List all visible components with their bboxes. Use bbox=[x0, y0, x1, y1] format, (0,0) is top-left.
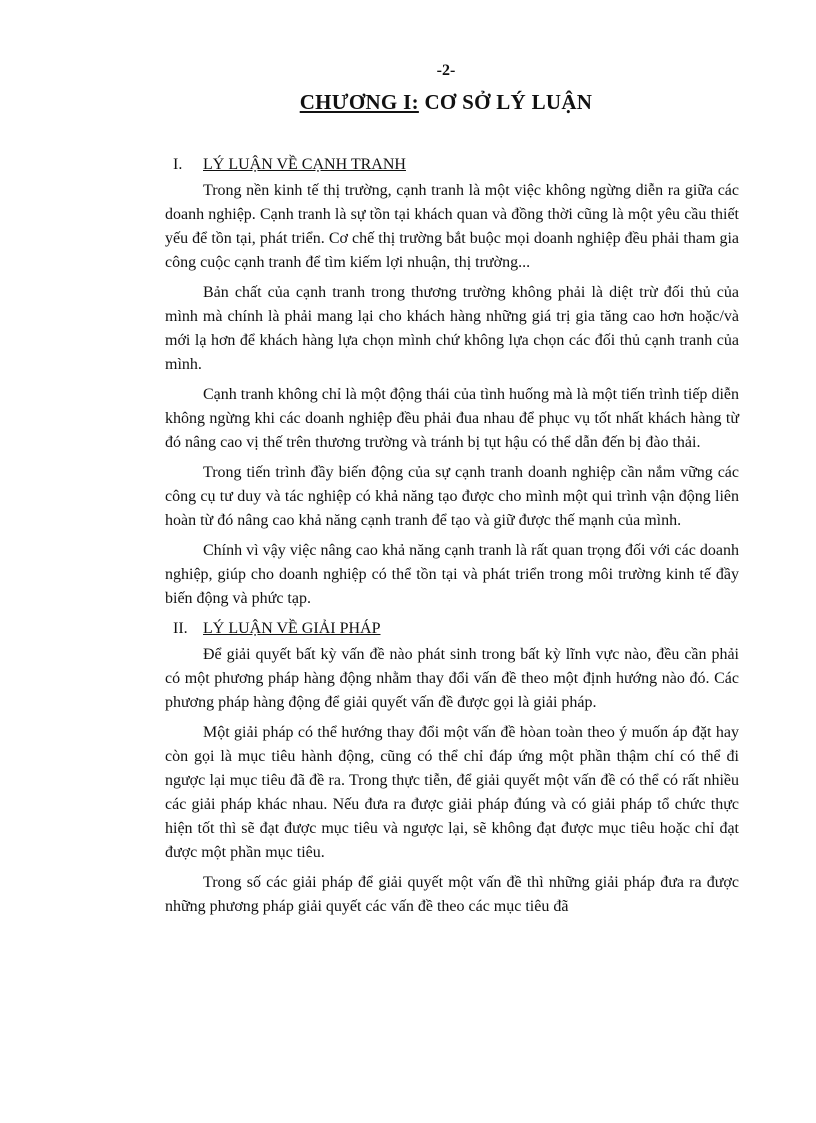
chapter-name: CƠ SỞ LÝ LUẬN bbox=[424, 90, 593, 114]
paragraph: Trong số các giải pháp để giải quyết một vấn đề thì những giải pháp đưa ra được những phương pháp giải quyết các vấn đề theo các mục tiêu đã bbox=[165, 874, 739, 915]
paragraph: Trong tiến trình đầy biến động của sự cạnh tranh doanh nghiệp cần nắm vững các công cụ tư duy và tác nghiệp có khả năng tạo được cho mình một qui trình vận động liên hoàn từ đó nâng cao khả năng cạnh tranh để tạo và giữ được thế mạnh của mình. bbox=[165, 464, 739, 529]
chapter-label: CHƯƠNG I: bbox=[299, 90, 419, 114]
section-numeral: II. bbox=[173, 620, 188, 637]
chapter-content bbox=[165, 153, 739, 925]
paragraph: Cạnh tranh không chỉ là một động thái của tình huống mà là một tiến trình tiếp diễn không ngừng khi các doanh nghiệp đều phải đua nhau để phục vụ tốt nhất khách hàng từ đó nâng cao vị thế trên thương trường và tránh bị tụt hậu có thể dẫn đến bị đào thải. bbox=[165, 386, 739, 451]
page-number: -2- bbox=[436, 62, 456, 79]
section-heading-competition bbox=[173, 153, 739, 177]
section-title: LÝ LUẬN VỀ CẠNH TRANH bbox=[203, 156, 406, 173]
section-heading-solution bbox=[173, 617, 739, 641]
paragraph: Trong nền kinh tế thị trường, cạnh tranh là một việc không ngừng diễn ra giữa các doanh nghiệp. Cạnh tranh là sự tồn tại khách quan và đồng thời cũng là một yêu cầu thiết yếu để tồn tại, phát triển. Cơ chế thị trường bắt buộc mọi doanh nghiệp đều phải tham gia công cuộc cạnh tranh để tìm kiếm lợi nhuận, thị trường... bbox=[165, 182, 739, 271]
paragraph: Chính vì vậy việc nâng cao khả năng cạnh tranh là rất quan trọng đối với các doanh nghiệp, giúp cho doanh nghiệp có thể tồn tại và phát triển trong môi trường kinh tế đầy biến động và phức tạp. bbox=[165, 542, 739, 607]
paragraph: Để giải quyết bất kỳ vấn đề nào phát sinh trong bất kỳ lĩnh vực nào, đều cần phải có một phương pháp hàng động nhằm thay đổi vấn đề theo một định hướng nào đó. Các phương pháp hàng động để giải quyết vấn đề được gọi là giải pháp. bbox=[165, 646, 739, 711]
paragraph: Bản chất của cạnh tranh trong thương trường không phải là diệt trừ đối thủ của mình mà chính là phải mang lại cho khách hàng những giá trị gia tăng cao hơn hoặc/và mới lạ hơn để khách hàng lựa chọn mình chứ không lựa chọn các đối thủ cạnh tranh của mình. bbox=[165, 284, 739, 373]
paragraph: Một giải pháp có thể hướng thay đổi một vấn đề hòan toàn theo ý muốn áp đặt hay còn gọi là mục tiêu hành động, cũng có thể chỉ đáp ứng một phần thậm chí có thể đi ngược lại mục tiêu đã đề ra. Trong thực tiễn, để giải quyết một vấn đề có thể có rất nhiều các giải pháp khác nhau. Nếu đưa ra được giải pháp đúng và có giải pháp tổ chức thực hiện tốt thì sẽ đạt được mục tiêu và ngược lại, sẽ không đạt được mục tiêu hoặc chỉ đạt được một phần mục tiêu. bbox=[165, 724, 739, 861]
chapter-title bbox=[0, 90, 816, 115]
section-title: LÝ LUẬN VỀ GIẢI PHÁP bbox=[203, 620, 381, 637]
section-numeral: I. bbox=[173, 156, 183, 173]
